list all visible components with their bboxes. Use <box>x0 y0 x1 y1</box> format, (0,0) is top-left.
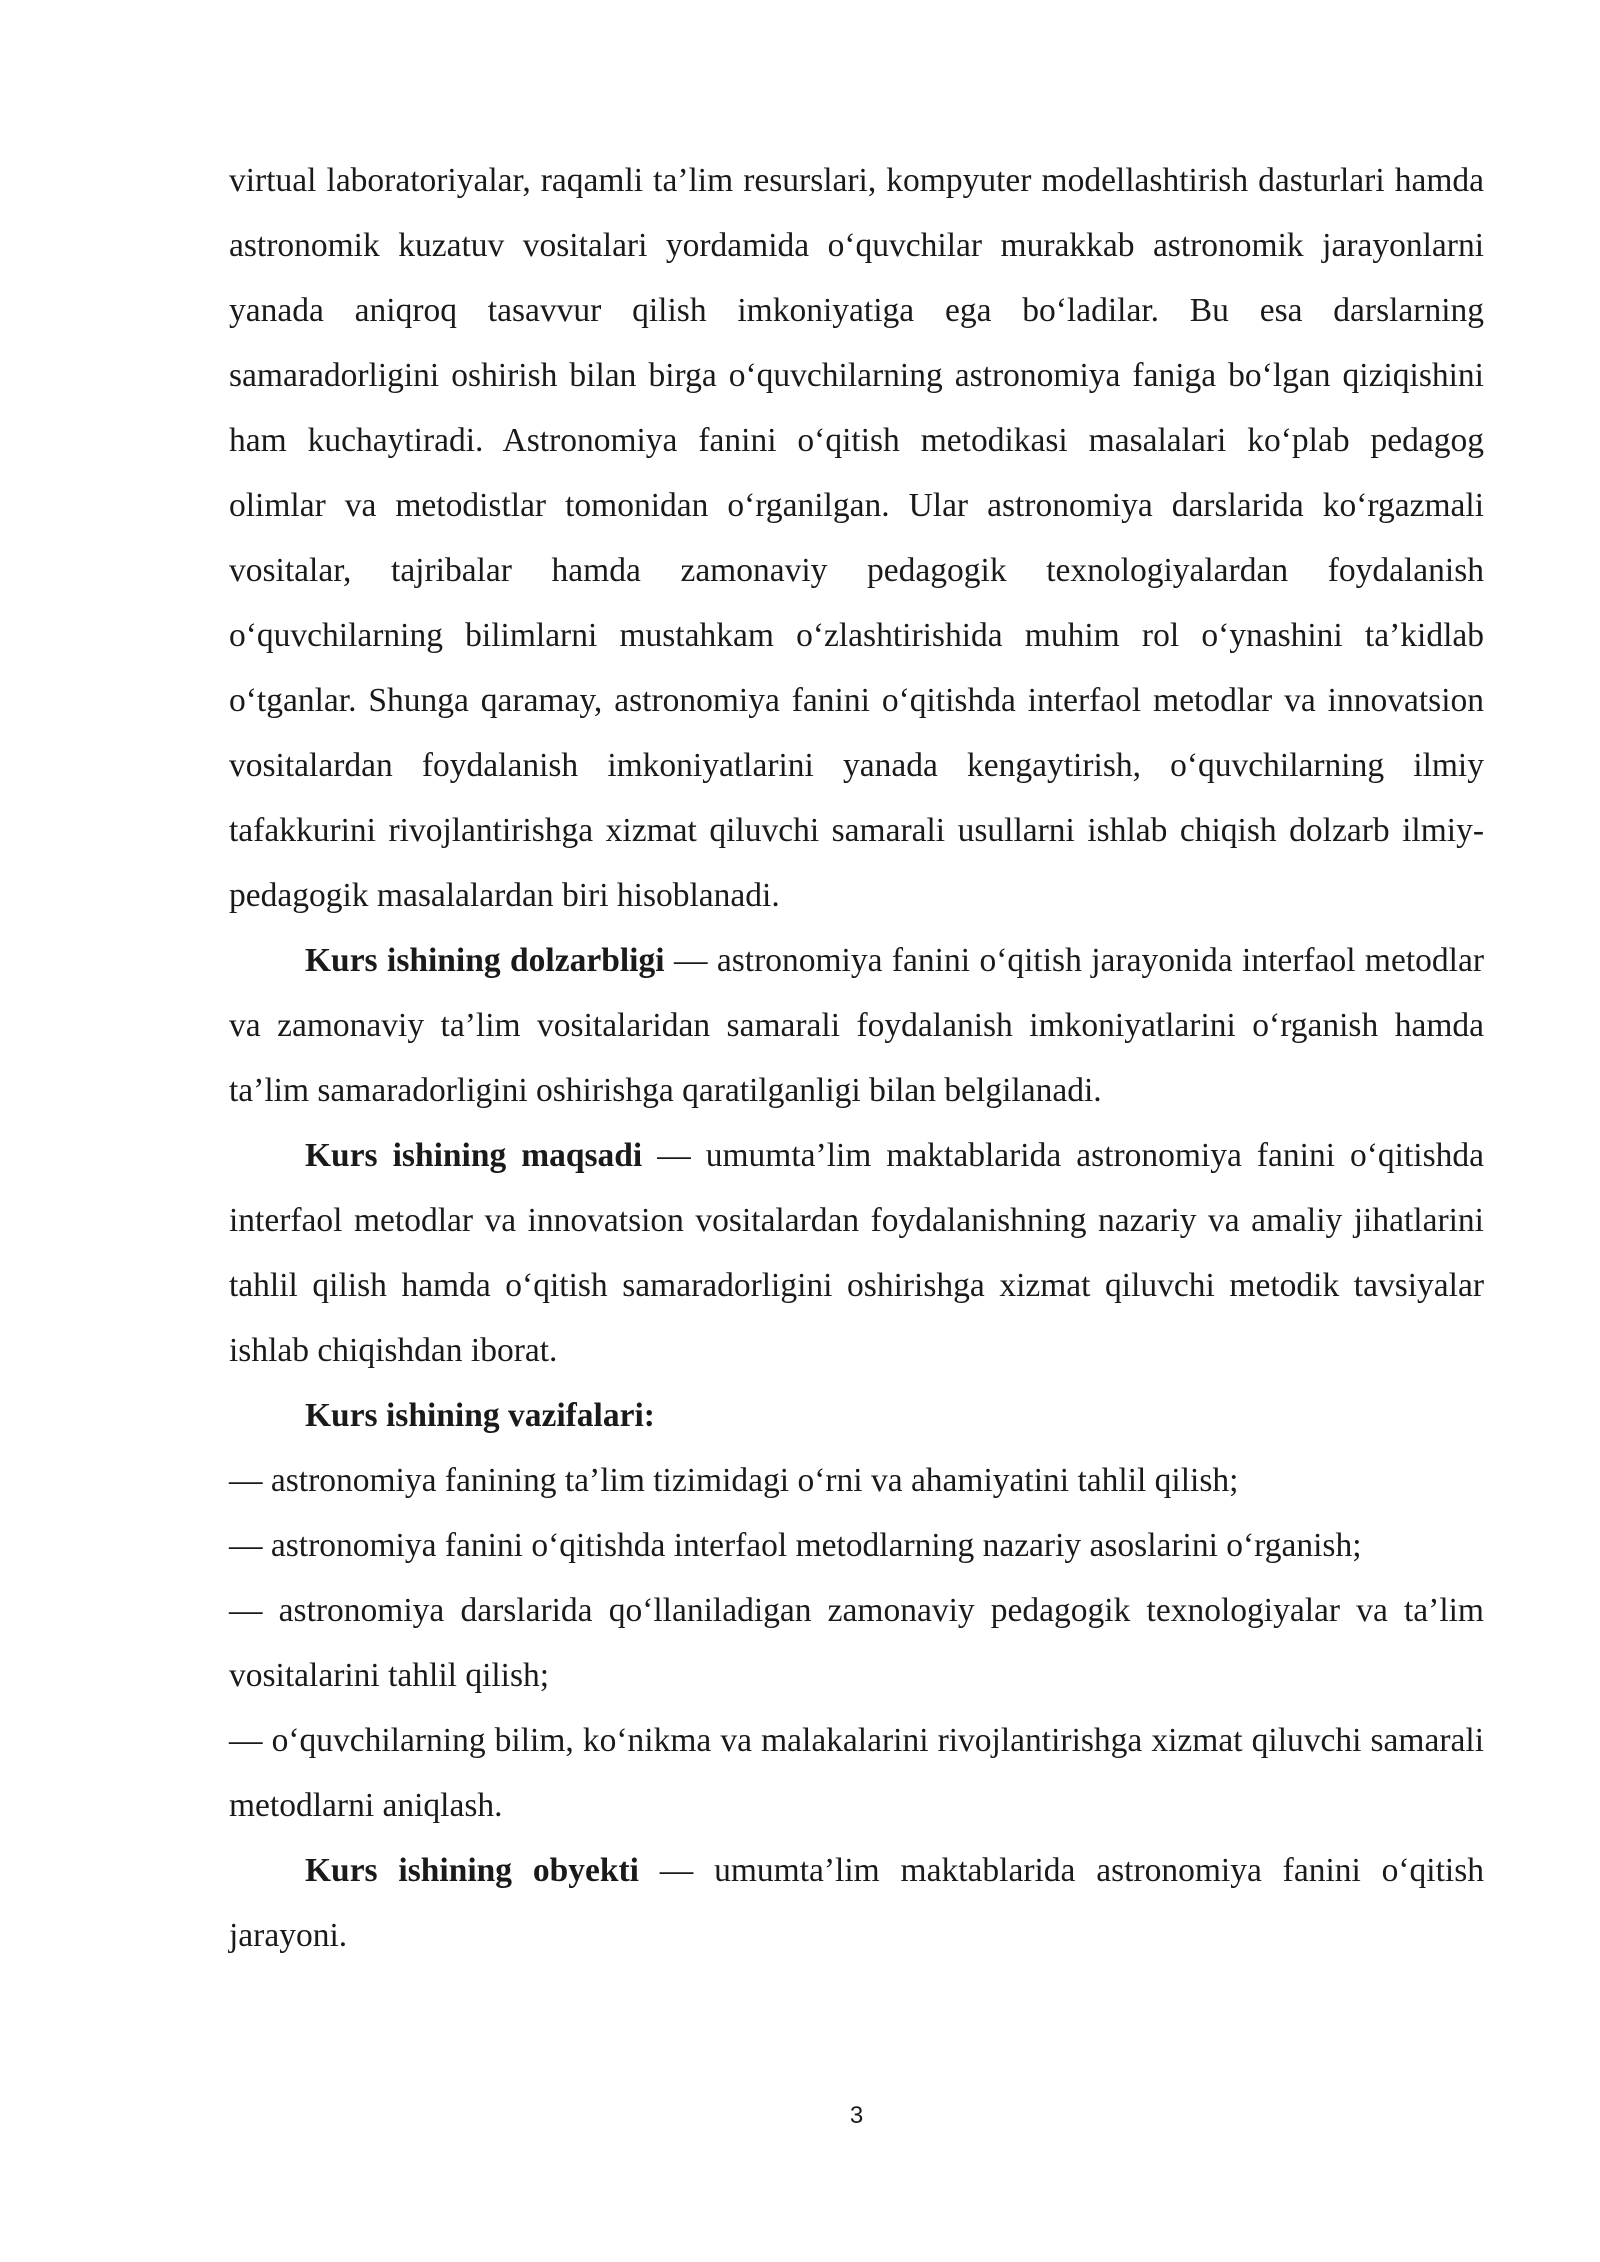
relevance-paragraph <box>229 928 1484 1123</box>
intro-paragraph: virtual laboratoriyalar, raqamli ta’lim resurslari, kompyuter modellashtirish dasturlari hamda astronomik kuzatuv vositalari yordamida o‘quvchilar murakkab astronomik jarayonlarni yanada aniqroq tasavvur qilish imkoniyatiga ega bo‘ladilar. Bu esa darslarning samaradorligini oshirish bilan birga o‘quvchilarning astronomiya faniga bo‘lgan qiziqishini ham kuchaytiradi. Astronomiya fanini o‘qitish metodikasi masalalari ko‘plab pedagog olimlar va metodistlar tomonidan o‘rganilgan. Ular astronomiya darslarida ko‘rgazmali vositalar, tajribalar hamda zamonaviy pedagogik texnologiyalardan foydalanish o‘quvchilarning bilimlarni mustahkam o‘zlashtirishida muhim rol o‘ynashini ta’kidlab o‘tganlar. Shunga qaramay, astronomiya fanini o‘qitishda interfaol metodlar va innovatsion vositalardan foydalanish imkoniyatlarini yanada kengaytirish, o‘quvchilarning ilmiy tafakkurini rivojlantirishga xizmat qiluvchi samarali usullarni ishlab chiqish dolzarb ilmiy-pedagogik masalalardan biri hisoblanadi. <box>229 162 1484 914</box>
body-text <box>229 148 1484 1968</box>
task-item: — astronomiya fanini o‘qitishda interfaol metodlarning nazariy asoslarini o‘rganish; <box>229 1527 1362 1564</box>
relevance-text: — astronomiya fanini o‘qitish jarayonida interfaol metodlar va zamonaviy ta’lim vositalaridan samarali foydalanish imkoniyatlarini o‘rganish hamda ta’lim samaradorligini oshirishga qaratilganligi bilan belgilanadi. <box>229 942 1484 1109</box>
goal-paragraph <box>229 1123 1484 1383</box>
task-item: — astronomiya darslarida qo‘llaniladigan zamonaviy pedagogik texnologiyalar va ta’lim vositalarini tahlil qilish; <box>229 1592 1484 1694</box>
task-item: — o‘quvchilarning bilim, ko‘nikma va malakalarini rivojlantirishga xizmat qiluvchi samarali metodlarni aniqlash. <box>229 1722 1484 1824</box>
object-heading: Kurs ishining obyekti <box>305 1852 639 1889</box>
goal-text: — umumta’lim maktablarida astronomiya fanini o‘qitishda interfaol metodlar va innovatsion vositalardan foydalanishning nazariy va amaliy jihatlarini tahlil qilish hamda o‘qitish samaradorligini oshirishga xizmat qiluvchi metodik tavsiyalar ishlab chiqishdan iborat. <box>229 1137 1484 1369</box>
goal-heading: Kurs ishining maqsadi <box>305 1137 643 1174</box>
relevance-heading: Kurs ishining dolzarbligi <box>305 942 665 979</box>
task-item: — astronomiya fanining ta’lim tizimidagi o‘rni va ahamiyatini tahlil qilish; <box>229 1462 1239 1499</box>
object-text: — umumta’lim maktablarida astronomiya fanini o‘qitish jarayoni. <box>229 1852 1484 1954</box>
tasks-heading-paragraph <box>229 1383 1484 1448</box>
object-paragraph <box>229 1838 1484 1968</box>
tasks-heading: Kurs ishining vazifalari: <box>305 1397 655 1434</box>
page-number: 3 <box>849 2102 864 2129</box>
